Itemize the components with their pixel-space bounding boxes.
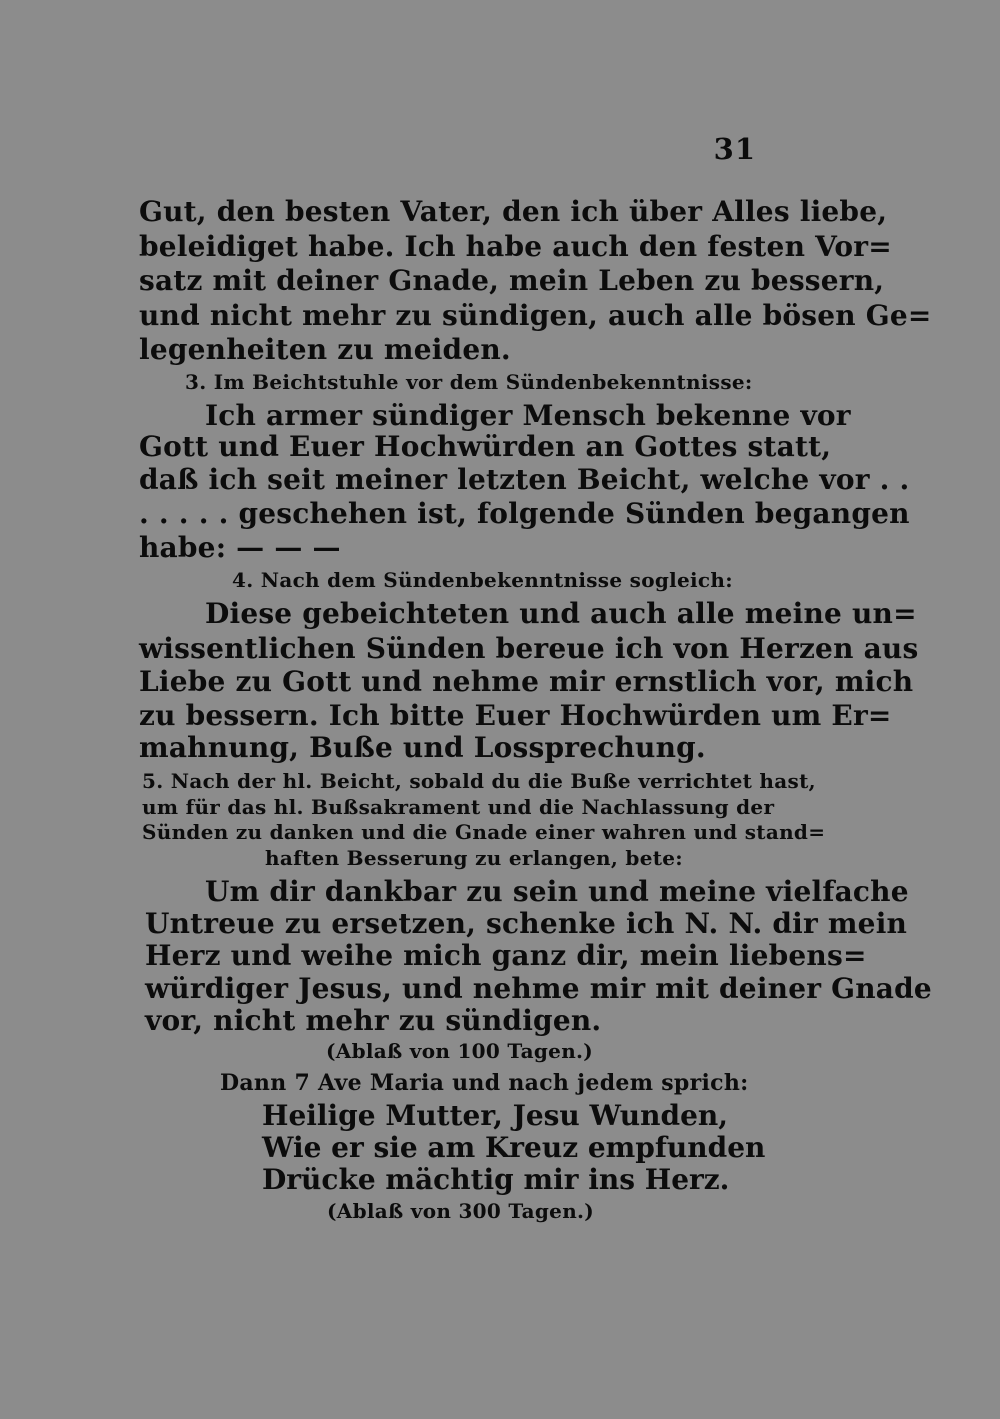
text-line: wissentlichen Sünden bereue ich von Herzen aus: [139, 632, 919, 665]
text-line: Diese gebeichteten und auch alle meine un=: [205, 597, 917, 630]
section-heading-3: 3. Im Beichtstuhle vor dem Sündenbekenntnisse:: [185, 370, 753, 394]
section-heading-5: haften Besserung zu erlangen, bete:: [265, 846, 683, 870]
text-line: mahnung, Buße und Lossprechung.: [139, 731, 706, 764]
text-line: und nicht mehr zu sündigen, auch alle bösen Ge=: [139, 299, 932, 332]
text-line: Um dir dankbar zu sein und meine vielfache: [205, 875, 909, 908]
instruction-line: Dann 7 Ave Maria und nach jedem sprich:: [220, 1070, 749, 1096]
text-line: würdiger Jesus, und nehme mir mit deiner Gnade: [145, 972, 932, 1005]
section-heading-5: 5. Nach der hl. Beicht, sobald du die Buße verrichtet hast,: [142, 769, 816, 793]
verse-line: Wie er sie am Kreuz empfunden: [262, 1131, 766, 1164]
section-heading-5: Sünden zu danken und die Gnade einer wahren und stand=: [142, 820, 826, 844]
verse-line: Heilige Mutter, Jesu Wunden,: [262, 1099, 729, 1132]
text-line: daß ich seit meiner letzten Beicht, welche vor . .: [139, 463, 910, 496]
text-line: habe: — — —: [139, 531, 341, 564]
text-line: Ich armer sündiger Mensch bekenne vor: [205, 399, 851, 432]
text-line: Untreue zu ersetzen, schenke ich N. N. dir mein: [145, 907, 908, 940]
text-line: Gut, den besten Vater, den ich über Alles liebe,: [139, 195, 888, 228]
text-line: Herz und weihe mich ganz dir, mein liebens=: [145, 939, 867, 972]
text-line: Liebe zu Gott und nehme mir ernstlich vor, mich: [139, 665, 914, 698]
section-heading-4: 4. Nach dem Sündenbekenntnisse sogleich:: [232, 568, 733, 592]
text-line: satz mit deiner Gnade, mein Leben zu bessern,: [139, 264, 885, 297]
indulgence-note: (Ablaß von 300 Tagen.): [327, 1199, 595, 1223]
indulgence-note: (Ablaß von 100 Tagen.): [326, 1039, 594, 1063]
page-number: 31: [713, 132, 756, 166]
verse-line: Drücke mächtig mir ins Herz.: [262, 1163, 730, 1196]
text-line: legenheiten zu meiden.: [139, 333, 511, 366]
text-line: vor, nicht mehr zu sündigen.: [145, 1004, 602, 1037]
text-line: Gott und Euer Hochwürden an Gottes statt,: [139, 430, 832, 463]
text-line: beleidiget habe. Ich habe auch den festen Vor=: [139, 230, 892, 263]
section-heading-5: um für das hl. Bußsakrament und die Nachlassung der: [142, 795, 775, 819]
text-line: . . . . . geschehen ist, folgende Sünden begangen: [139, 497, 910, 530]
text-line: zu bessern. Ich bitte Euer Hochwürden um Er=: [139, 699, 892, 732]
